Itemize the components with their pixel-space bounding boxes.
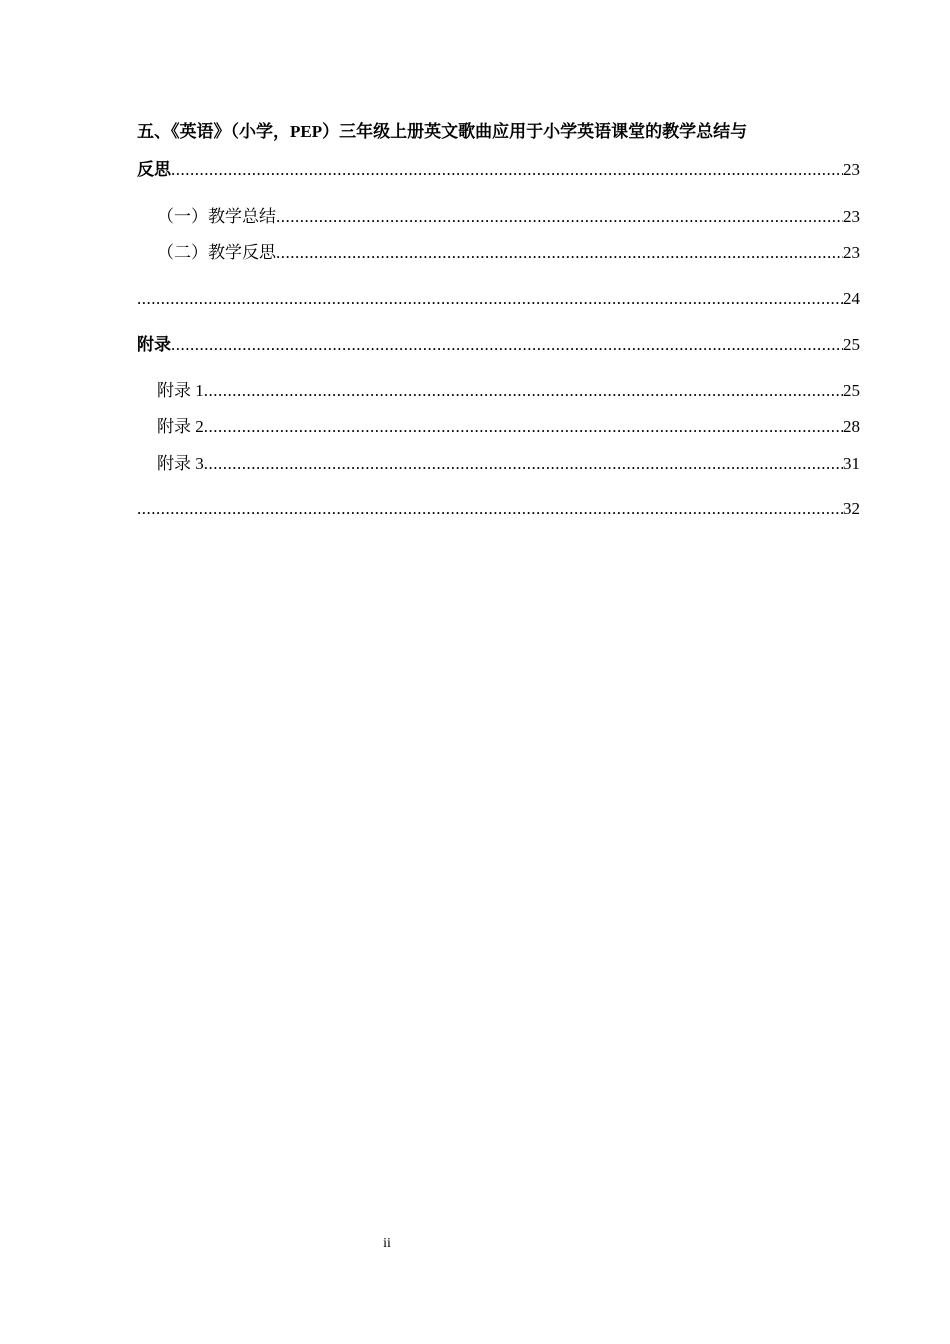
dot-leader <box>171 333 843 357</box>
toc-entry-label: 附录 1 <box>157 381 204 400</box>
toc-entry-section-2[interactable] <box>157 241 860 265</box>
toc-entry-untitled-2[interactable] <box>137 497 860 521</box>
toc-page-number: 31 <box>843 454 860 473</box>
toc-entry-appendix-1[interactable] <box>157 379 860 403</box>
dot-leader <box>171 158 843 182</box>
toc-entry-label: （一）教学总结 <box>157 207 276 226</box>
toc-entry-appendix-2[interactable] <box>157 415 860 439</box>
toc-entry-chapter5[interactable] <box>137 158 860 182</box>
dot-leader <box>204 452 843 476</box>
dot-leader <box>137 287 843 311</box>
dot-leader <box>137 497 843 521</box>
footer-page-number: ii <box>383 1236 391 1251</box>
toc-page-number: 23 <box>843 207 860 226</box>
toc-entry-section-1[interactable] <box>157 205 860 229</box>
toc-page-number: 24 <box>843 289 860 308</box>
toc-entry-label: 附录 <box>137 335 171 354</box>
toc-entry-appendix[interactable] <box>137 333 860 357</box>
toc-page-number: 25 <box>843 335 860 354</box>
toc-entry-untitled-1[interactable] <box>137 287 860 311</box>
toc-page-number: 23 <box>843 243 860 262</box>
dot-leader <box>276 205 843 229</box>
toc-page-number: 28 <box>843 417 860 436</box>
toc-chapter5-title-line1: 五、《英语》（小学，PEP）三年级上册英文歌曲应用于小学英语课堂的教学总结与 <box>137 122 748 141</box>
dot-leader <box>276 241 843 265</box>
toc-page-number: 32 <box>843 499 860 518</box>
dot-leader <box>204 379 843 403</box>
dot-leader <box>204 415 843 439</box>
toc-entry-label: 附录 2 <box>157 417 204 436</box>
toc-page-number: 23 <box>843 160 860 179</box>
toc-entry-label: 附录 3 <box>157 454 204 473</box>
toc-entry-appendix-3[interactable] <box>157 452 860 476</box>
toc-entry-label: 反思 <box>137 160 171 179</box>
toc-entry-label: （二）教学反思 <box>157 243 276 262</box>
toc-page-number: 25 <box>843 381 860 400</box>
